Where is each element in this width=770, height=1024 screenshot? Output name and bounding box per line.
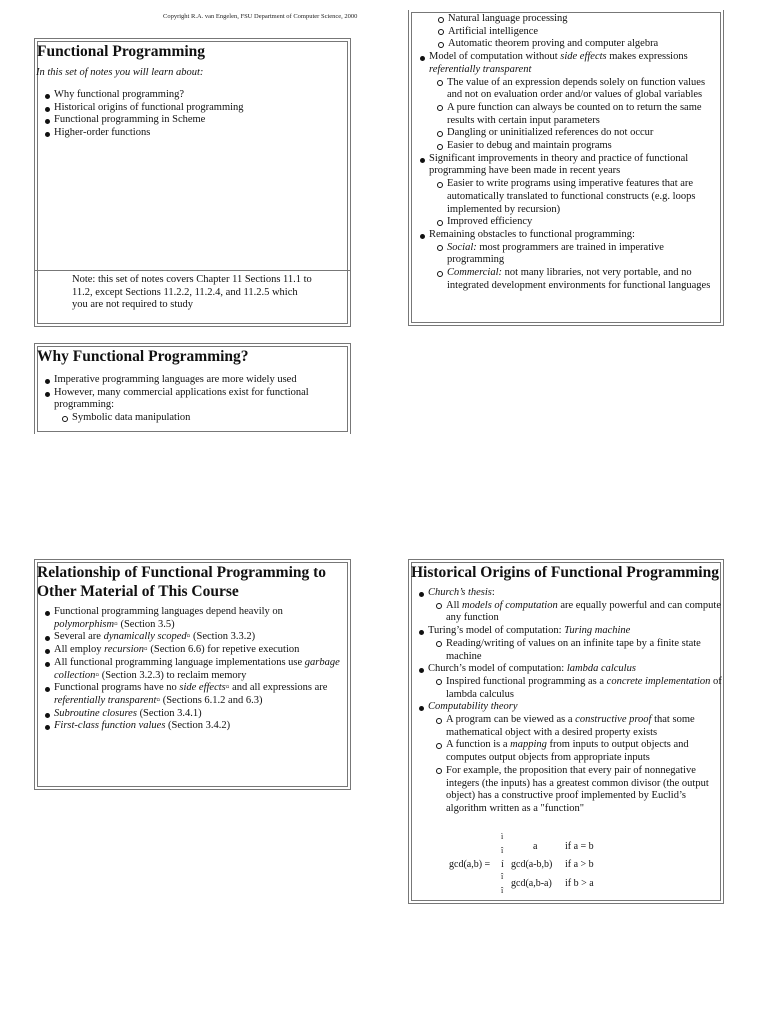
list-item: Several are dynamically scoped▫ (Section 3.3.2) (36, 631, 341, 644)
bullet-list (411, 51, 721, 292)
gcd-row-1-cond: if a = b (565, 841, 594, 852)
gcd-row-2-expr: gcd(a-b,b) (511, 859, 553, 870)
list-item: Commercial: not many libraries, not very portable, and no integrated development environments for functional languages (429, 267, 721, 292)
bullet-list (36, 606, 341, 733)
chapter-note: Note: this set of notes covers Chapter 11 Sections 11.1 to 11.2, except Sections 11.2.2, 11.2.4, and 11.2.5 which you are not required to study (72, 274, 312, 311)
list-item: Church’s model of computation: lambda calculus Inspired functional programming as a concrete implementation of lambda calculus (410, 663, 722, 701)
bullet-list (410, 587, 722, 816)
gcd-row-3-cond: if b > a (565, 878, 594, 889)
list-item: Church’s thesis: All models of computation are equally powerful and can compute any function (410, 587, 722, 625)
list-item: Historical origins of functional programming (36, 102, 346, 115)
list-item: All models of computation are equally powerful and can compute any function (428, 600, 722, 625)
slide-historical-origins (408, 559, 724, 904)
slide-title: Why Functional Programming? (37, 348, 249, 365)
brace-bottom: î (501, 886, 504, 895)
list-item: The value of an expression depends solely on function values and not on evaluation order and/or values of global variables (429, 77, 721, 102)
slide-title: Historical Origins of Functional Programming (411, 564, 719, 581)
list-item: Reading/writing of values on an infinite tape by a finite state machine (428, 638, 722, 663)
slide-relationship (34, 559, 351, 790)
slide-why-functional-continued (408, 10, 724, 326)
copyright-notice: Copyright R.A. van Engelen, FSU Department of Computer Science, 2000 (163, 13, 358, 20)
gcd-row-1-expr: a (533, 841, 538, 852)
list-item: Symbolic data manipulation (54, 412, 341, 425)
list-item: Artificial intelligence (430, 26, 721, 39)
list-item: For example, the proposition that every pair of nonnegative integers (the inputs) has a greatest common divisor (the output object) has a constructive proof implemented by Euclid’s algorithm written as a "function" (428, 765, 722, 816)
bullet-list (36, 374, 341, 425)
divider (35, 270, 350, 271)
list-item: A function is a mapping from inputs to output objects and computes output objects from appropriate inputs (428, 739, 722, 764)
gcd-lhs: gcd(a,b) = (449, 859, 491, 870)
slide-why-functional (34, 343, 351, 434)
list-item: All functional programming language implementations use garbage collection▫ (Section 3.2.3) to reclaim memory (36, 657, 341, 682)
gcd-row-2-cond: if a > b (565, 859, 594, 870)
brace-top: ì (501, 832, 504, 841)
slide-functional-programming (34, 38, 351, 327)
list-item: Higher-order functions (36, 127, 346, 140)
list-item: A program can be viewed as a constructive proof that some mathematical object with a desired property exists (428, 714, 722, 739)
brace-top: î (501, 846, 504, 855)
gcd-formula (449, 833, 709, 897)
list-item: A pure function can always be counted on to return the same results with certain input parameters (429, 102, 721, 127)
slide-intro: In this set of notes you will learn about: (36, 67, 204, 78)
list-item: Easier to debug and maintain programs (429, 140, 721, 153)
list-item: Imperative programming languages are more widely used (36, 374, 341, 387)
gcd-row-3-expr: gcd(a,b-a) (511, 878, 552, 889)
list-item: Subroutine closures (Section 3.4.1) (36, 708, 341, 721)
list-item: Inspired functional programming as a concrete implementation of lambda calculus (428, 676, 722, 701)
list-item: Automatic theorem proving and computer algebra (430, 38, 721, 51)
slide-title: Functional Programming (37, 43, 206, 60)
list-item: Functional programming languages depend heavily on polymorphism▫ (Section 3.5) (36, 606, 341, 631)
list-item: Why functional programming? (36, 89, 346, 102)
list-item: All employ recursion▫ (Section 6.6) for repetive execution (36, 644, 341, 657)
list-item: Remaining obstacles to functional programming: Social: most programmers are trained in imperative programming Commercial: not many libraries, not very portable, and no integrated development environments for functional languages (411, 229, 721, 293)
list-item: Model of computation without side effects makes expressions referentially transparent The value of an expression depends solely on function values and not on evaluation order and/or values of global variables A pure function can always be counted on to return the same results with certain input parameters Dangling or uninitialized references do not occur Easier to debug and maintain programs (411, 51, 721, 153)
list-item: Social: most programmers are trained in imperative programming (429, 242, 721, 267)
list-item: Significant improvements in theory and practice of functional programming have been made in recent years Easier to write programs using imperative features that are automatically translated to functional constructs (e.g. loops implemented by recursion) Improved efficiency (411, 153, 721, 229)
slide-title: Relationship of Functional Programming to Other Material of This Course (37, 564, 327, 600)
bullet-list (36, 89, 346, 140)
list-item: Computability theory A program can be viewed as a constructive proof that some mathematical object with a desired property exists A function is a mapping from inputs to output objects and computes output objects from appropriate inputs For example, the proposition that every pair of nonnegative integers (the inputs) has a greatest common divisor (the output object) has a constructive proof implemented by Euclid’s algorithm written as a "function" (410, 701, 722, 815)
list-item: Dangling or uninitialized references do not occur (429, 127, 721, 140)
list-item: Turing’s model of computation: Turing machine Reading/writing of values on an infinite tape by a finite state machine (410, 625, 722, 663)
list-item: However, many commercial applications exist for functional programming: Symbolic data manipulation (36, 387, 341, 425)
list-item: First-class function values (Section 3.4.2) (36, 720, 341, 733)
list-item: Improved efficiency (429, 216, 721, 229)
list-item: Natural language processing (430, 13, 721, 26)
list-item: Easier to write programs using imperative features that are automatically translated to functional constructs (e.g. loops implemented by recursion) (429, 178, 721, 216)
brace-bottom: î (501, 872, 504, 881)
list-item: Functional programming in Scheme (36, 114, 346, 127)
sub-list (411, 13, 721, 51)
list-item: Functional programs have no side effects▫ and all expressions are referentially transparent▫ (Sections 6.1.2 and 6.3) (36, 682, 341, 707)
brace-mid: í (501, 859, 504, 870)
